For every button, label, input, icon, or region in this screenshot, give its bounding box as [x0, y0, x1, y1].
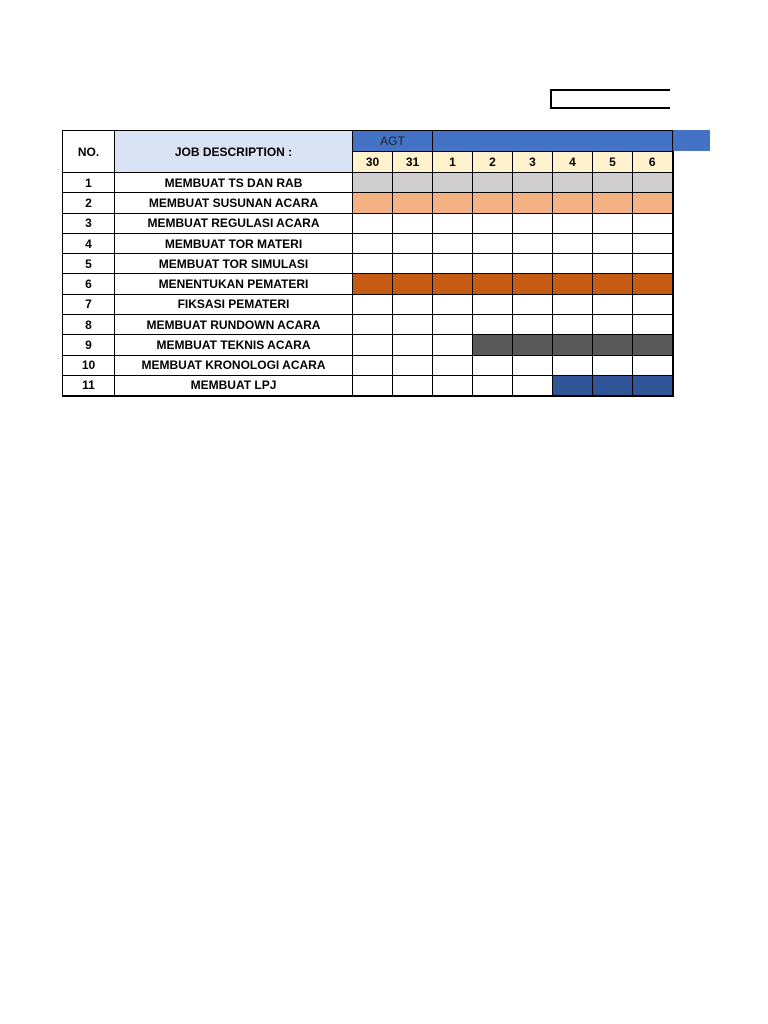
table-row	[63, 254, 673, 274]
schedule-empty-cell[interactable]	[473, 294, 513, 314]
schedule-empty-cell[interactable]	[513, 213, 553, 233]
task-description-cell[interactable]: MEMBUAT SUSUNAN ACARA	[115, 193, 353, 213]
month-header[interactable]: AGT	[353, 131, 433, 152]
day-header[interactable]: 4	[553, 152, 593, 173]
schedule-empty-cell[interactable]	[473, 233, 513, 253]
schedule-empty-cell[interactable]	[393, 294, 433, 314]
day-header[interactable]: 30	[353, 152, 393, 173]
task-number-cell[interactable]: 7	[63, 294, 115, 314]
schedule-bar-cell[interactable]	[433, 173, 473, 193]
schedule-empty-cell[interactable]	[393, 375, 433, 395]
schedule-bar-cell[interactable]	[473, 335, 513, 355]
task-number-cell[interactable]: 3	[63, 213, 115, 233]
schedule-empty-cell[interactable]	[593, 294, 633, 314]
schedule-empty-cell[interactable]	[473, 355, 513, 375]
task-number-cell[interactable]: 1	[63, 173, 115, 193]
task-description-cell[interactable]: MEMBUAT LPJ	[115, 375, 353, 395]
no-column-header[interactable]: NO.	[63, 131, 115, 173]
month-header-blank[interactable]	[433, 131, 673, 152]
schedule-bar-cell[interactable]	[513, 173, 553, 193]
schedule-empty-cell[interactable]	[393, 213, 433, 233]
task-number-cell[interactable]: 6	[63, 274, 115, 294]
task-description-cell[interactable]: MEMBUAT TS DAN RAB	[115, 173, 353, 193]
schedule-empty-cell[interactable]	[513, 254, 553, 274]
schedule-bar-cell[interactable]	[513, 193, 553, 213]
schedule-bar-cell[interactable]	[353, 193, 393, 213]
schedule-empty-cell[interactable]	[353, 335, 393, 355]
schedule-empty-cell[interactable]	[593, 315, 633, 335]
schedule-empty-cell[interactable]	[633, 254, 673, 274]
day-header[interactable]: 2	[473, 152, 513, 173]
schedule-empty-cell[interactable]	[433, 355, 473, 375]
schedule-bar-cell[interactable]	[633, 375, 673, 395]
task-number-cell[interactable]: 9	[63, 335, 115, 355]
task-description-cell[interactable]: MEMBUAT TEKNIS ACARA	[115, 335, 353, 355]
schedule-empty-cell[interactable]	[353, 315, 393, 335]
schedule-empty-cell[interactable]	[553, 294, 593, 314]
task-description-cell[interactable]: MEMBUAT TOR SIMULASI	[115, 254, 353, 274]
schedule-empty-cell[interactable]	[593, 355, 633, 375]
schedule-empty-cell[interactable]	[393, 254, 433, 274]
table-row	[63, 233, 673, 253]
schedule-empty-cell[interactable]	[633, 315, 673, 335]
schedule-empty-cell[interactable]	[553, 254, 593, 274]
schedule-bar-cell[interactable]	[593, 173, 633, 193]
schedule-bar-cell[interactable]	[433, 274, 473, 294]
day-header[interactable]: 1	[433, 152, 473, 173]
schedule-empty-cell[interactable]	[513, 294, 553, 314]
task-description-cell[interactable]: MEMBUAT KRONOLOGI ACARA	[115, 355, 353, 375]
schedule-empty-cell[interactable]	[433, 233, 473, 253]
schedule-empty-cell[interactable]	[433, 375, 473, 395]
schedule-empty-cell[interactable]	[473, 254, 513, 274]
day-header[interactable]: 6	[633, 152, 673, 173]
schedule-empty-cell[interactable]	[433, 315, 473, 335]
schedule-empty-cell[interactable]	[593, 233, 633, 253]
schedule-bar-cell[interactable]	[593, 335, 633, 355]
schedule-empty-cell[interactable]	[633, 213, 673, 233]
schedule-empty-cell[interactable]	[513, 315, 553, 335]
schedule-empty-cell[interactable]	[393, 335, 433, 355]
schedule-empty-cell[interactable]	[553, 213, 593, 233]
job-description-header[interactable]: JOB DESCRIPTION :	[115, 131, 353, 173]
schedule-empty-cell[interactable]	[593, 254, 633, 274]
day-header[interactable]: 31	[393, 152, 433, 173]
table-row	[63, 294, 673, 314]
schedule-empty-cell[interactable]	[353, 294, 393, 314]
day-header[interactable]: 3	[513, 152, 553, 173]
schedule-empty-cell[interactable]	[473, 315, 513, 335]
schedule-empty-cell[interactable]	[433, 335, 473, 355]
schedule-empty-cell[interactable]	[353, 213, 393, 233]
schedule-empty-cell[interactable]	[513, 233, 553, 253]
task-description-cell[interactable]: FIKSASI PEMATERI	[115, 294, 353, 314]
schedule-empty-cell[interactable]	[433, 213, 473, 233]
schedule-empty-cell[interactable]	[353, 254, 393, 274]
task-number-cell[interactable]: 4	[63, 233, 115, 253]
task-number-cell[interactable]: 5	[63, 254, 115, 274]
schedule-empty-cell[interactable]	[553, 233, 593, 253]
schedule-bar-cell[interactable]	[433, 193, 473, 213]
schedule-empty-cell[interactable]	[433, 254, 473, 274]
task-description-cell[interactable]: MEMBUAT TOR MATERI	[115, 233, 353, 253]
month-header-extension	[670, 130, 710, 151]
schedule-bar-cell[interactable]	[633, 173, 673, 193]
schedule-empty-cell[interactable]	[633, 355, 673, 375]
table-row	[63, 335, 673, 355]
table-row	[63, 375, 673, 395]
schedule-bar-cell[interactable]	[633, 335, 673, 355]
schedule-empty-cell[interactable]	[393, 233, 433, 253]
schedule-bar-cell[interactable]	[513, 274, 553, 294]
schedule-empty-cell[interactable]	[393, 355, 433, 375]
schedule-empty-cell[interactable]	[473, 375, 513, 395]
table-row	[63, 193, 673, 213]
schedule-empty-cell[interactable]	[593, 213, 633, 233]
task-description-cell[interactable]: MEMBUAT RUNDOWN ACARA	[115, 315, 353, 335]
schedule-bar-cell[interactable]	[353, 274, 393, 294]
schedule-empty-cell[interactable]	[353, 233, 393, 253]
schedule-bar-cell[interactable]	[553, 335, 593, 355]
table-row	[63, 315, 673, 335]
schedule-bar-cell[interactable]	[473, 173, 513, 193]
schedule-empty-cell[interactable]	[633, 233, 673, 253]
schedule-bar-cell[interactable]	[553, 375, 593, 395]
schedule-empty-cell[interactable]	[513, 355, 553, 375]
schedule-empty-cell[interactable]	[553, 315, 593, 335]
schedule-empty-cell[interactable]	[513, 375, 553, 395]
schedule-empty-cell[interactable]	[433, 294, 473, 314]
schedule-empty-cell[interactable]	[353, 375, 393, 395]
schedule-bar-cell[interactable]	[353, 173, 393, 193]
task-number-cell[interactable]: 2	[63, 193, 115, 213]
schedule-empty-cell[interactable]	[553, 355, 593, 375]
task-description-cell[interactable]: MENENTUKAN PEMATERI	[115, 274, 353, 294]
schedule-bar-cell[interactable]	[473, 193, 513, 213]
task-number-cell[interactable]: 11	[63, 375, 115, 395]
header-input-box[interactable]	[550, 89, 670, 109]
schedule-empty-cell[interactable]	[633, 294, 673, 314]
schedule-empty-cell[interactable]	[473, 213, 513, 233]
task-description-cell[interactable]: MEMBUAT REGULASI ACARA	[115, 213, 353, 233]
schedule-bar-cell[interactable]	[393, 274, 433, 294]
day-header[interactable]: 5	[593, 152, 633, 173]
schedule-bar-cell[interactable]	[393, 193, 433, 213]
schedule-bar-cell[interactable]	[593, 375, 633, 395]
table-row	[63, 355, 673, 375]
table-row	[63, 213, 673, 233]
schedule-empty-cell[interactable]	[353, 355, 393, 375]
schedule-empty-cell[interactable]	[393, 315, 433, 335]
schedule-bar-cell[interactable]	[633, 274, 673, 294]
schedule-bar-cell[interactable]	[593, 193, 633, 213]
schedule-bar-cell[interactable]	[553, 193, 593, 213]
schedule-bar-cell[interactable]	[393, 173, 433, 193]
table-row	[63, 173, 673, 193]
schedule-bar-cell[interactable]	[553, 274, 593, 294]
schedule-bar-cell[interactable]	[513, 335, 553, 355]
task-number-cell[interactable]: 8	[63, 315, 115, 335]
schedule-bar-cell[interactable]	[633, 193, 673, 213]
schedule-bar-cell[interactable]	[553, 173, 593, 193]
schedule-bar-cell[interactable]	[473, 274, 513, 294]
task-number-cell[interactable]: 10	[63, 355, 115, 375]
schedule-bar-cell[interactable]	[593, 274, 633, 294]
schedule-table	[62, 130, 674, 397]
table-row	[63, 274, 673, 294]
